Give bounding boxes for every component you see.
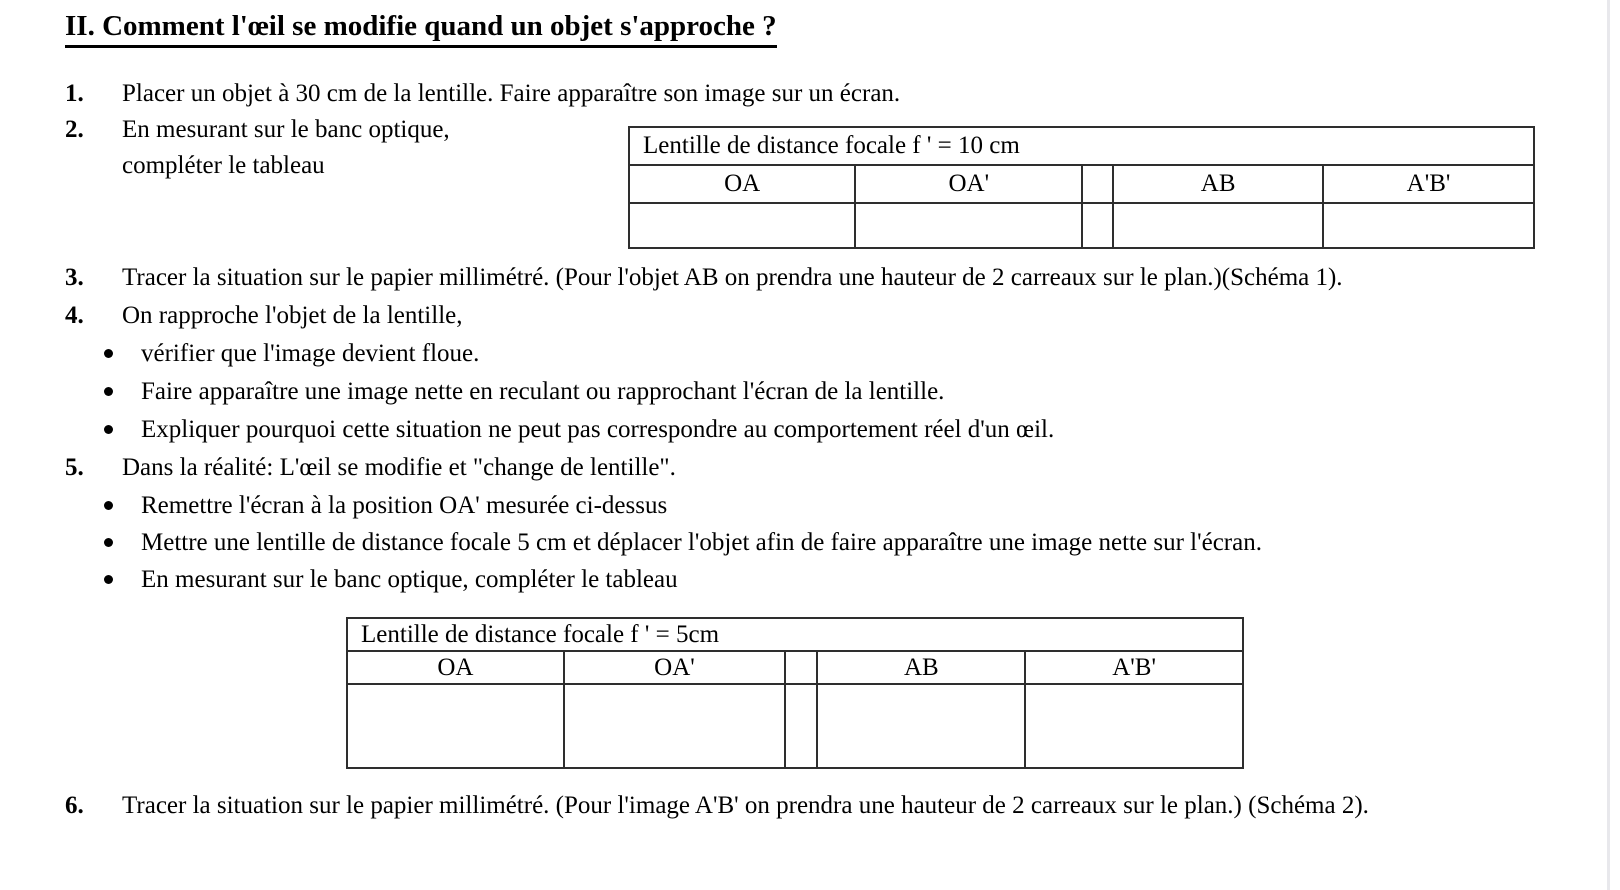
spacer-cell [1082,165,1113,203]
empty-cell [817,684,1025,768]
focal-5cm-table [346,617,1244,769]
column-header-ab-prime: A'B' [1025,651,1243,684]
spacer-cell [1082,203,1113,248]
bullet-text: Mettre une lentille de distance focale 5 cm et déplacer l'objet afin de faire apparaître une image nette sur l'écran. [141,529,1262,556]
bullet-text: Faire apparaître une image nette en reculant ou rapprochant l'écran de la lentille. [141,378,945,405]
empty-cell [564,684,785,768]
column-header-oa: OA [347,651,564,684]
item-number: 1. [65,80,84,107]
column-header-ab: AB [1113,165,1323,203]
page-title: II. Comment l'œil se modifie quand un objet s'approche ? [65,10,777,48]
item-text: compléter le tableau [122,152,325,179]
bullet-item [104,376,944,408]
bullet-item [104,490,667,522]
list-item-4 [65,300,463,332]
focal-10cm-table [628,126,1535,249]
empty-cell [1113,203,1323,248]
bullet-item [104,527,1262,559]
list-item-3 [65,262,1343,294]
spacer-cell [785,684,817,768]
item-text: Placer un objet à 30 cm de la lentille. Faire apparaître son image sur un écran. [122,80,901,107]
column-header-oa-prime: OA' [564,651,785,684]
list-item-6 [65,790,1369,822]
item-text: On rapproche l'objet de la lentille, [122,302,463,329]
page-edge-divider [1607,0,1610,890]
bullet-text: Remettre l'écran à la position OA' mesurée ci-dessus [141,492,668,519]
table-caption: Lentille de distance focale f ' = 10 cm [629,127,1534,165]
empty-cell [855,203,1082,248]
item-number: 2. [65,116,84,143]
item-text: Dans la réalité: L'œil se modifie et "change de lentille". [122,454,676,481]
bullet-icon [104,575,113,584]
column-header-oa: OA [629,165,855,203]
list-item-2 [65,114,450,146]
table-caption: Lentille de distance focale f ' = 5cm [347,618,1243,651]
empty-cell [347,684,564,768]
column-header-ab-prime: A'B' [1323,165,1534,203]
empty-cell [629,203,855,248]
bullet-icon [104,501,113,510]
bullet-icon [104,349,113,358]
bullet-icon [104,425,113,434]
column-header-ab: AB [817,651,1025,684]
spacer-cell [785,651,817,684]
bullet-icon [104,387,113,396]
list-item-1 [65,78,900,110]
bullet-text: Expliquer pourquoi cette situation ne peut pas correspondre au comportement réel d'un œil. [141,416,1055,443]
item-text: Tracer la situation sur le papier millimétré. (Pour l'image A'B' on prendra une hauteur de 2 carreaux sur le plan.) (Schéma 2). [122,792,1369,819]
bullet-text: En mesurant sur le banc optique, compléter le tableau [141,566,678,593]
item-text: En mesurant sur le banc optique, [122,116,450,143]
bullet-text: vérifier que l'image devient floue. [141,340,480,367]
list-item-2-continuation [122,150,325,182]
item-number: 5. [65,454,84,481]
item-number: 3. [65,264,84,291]
empty-cell [1323,203,1534,248]
column-header-oa-prime: OA' [855,165,1082,203]
item-number: 6. [65,792,84,819]
empty-cell [1025,684,1243,768]
bullet-item [104,338,479,370]
item-number: 4. [65,302,84,329]
bullet-icon [104,538,113,547]
item-text: Tracer la situation sur le papier millimétré. (Pour l'objet AB on prendra une hauteur de 2 carreaux sur le plan.)(Schéma 1). [122,264,1343,291]
bullet-item [104,414,1054,446]
list-item-5 [65,452,676,484]
bullet-item [104,564,678,596]
